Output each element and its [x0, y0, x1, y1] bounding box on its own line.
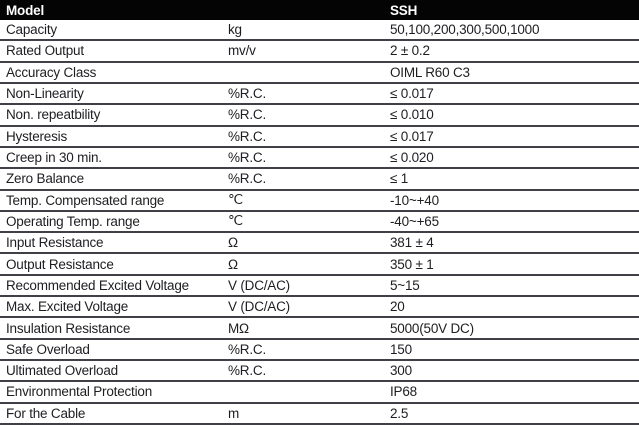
spec-label: Creep in 30 min. — [6, 150, 102, 166]
spec-unit: %R.C. — [228, 341, 267, 357]
table-row — [0, 318, 639, 339]
header-model-value: SSH — [390, 2, 418, 18]
spec-value: -10~+40 — [390, 192, 439, 208]
spec-label: Non-Linearity — [6, 86, 84, 102]
spec-unit: m — [228, 405, 240, 421]
spec-unit: %R.C. — [228, 171, 267, 187]
spec-label: Input Resistance — [6, 235, 104, 251]
spec-label: Temp. Compensated range — [6, 192, 165, 208]
table-row — [0, 191, 639, 212]
table-row — [0, 361, 639, 382]
table-row — [0, 276, 639, 297]
spec-label: Accuracy Class — [6, 64, 97, 80]
table-body — [0, 20, 639, 425]
table-row — [0, 382, 639, 403]
table-row — [0, 84, 639, 105]
table-row — [0, 212, 639, 233]
spec-value: OIML R60 C3 — [390, 64, 470, 80]
spec-unit: %R.C. — [228, 128, 267, 144]
spec-label: Zero Balance — [6, 171, 84, 187]
spec-value: ≤ 0.020 — [390, 150, 434, 166]
spec-value: 2.5 — [390, 405, 409, 421]
spec-value: -40~+65 — [390, 213, 439, 229]
table-row — [0, 297, 639, 318]
table-row — [0, 20, 639, 41]
spec-unit: mv/v — [228, 43, 256, 59]
spec-label: Recommended Excited Voltage — [6, 277, 189, 293]
spec-value: ≤ 0.010 — [390, 107, 434, 123]
spec-value: 20 — [390, 299, 405, 315]
table-header-row — [0, 0, 639, 20]
spec-label: Environmental Protection — [6, 384, 153, 400]
spec-value: 5~15 — [390, 277, 420, 293]
spec-label: Operating Temp. range — [6, 213, 140, 229]
spec-value: 50,100,200,300,500,1000 — [390, 22, 540, 38]
spec-label: Output Resistance — [6, 256, 114, 272]
table-row — [0, 127, 639, 148]
spec-value: ≤ 0.017 — [390, 86, 434, 102]
spec-value: 150 — [390, 341, 412, 357]
table-row — [0, 233, 639, 254]
spec-label: Hysteresis — [6, 128, 68, 144]
spec-unit: MΩ — [228, 320, 249, 336]
spec-label: Insulation Resistance — [6, 320, 131, 336]
spec-unit: Ω — [228, 235, 238, 251]
spec-label: For the Cable — [6, 405, 86, 421]
spec-value: 381 ± 4 — [390, 235, 434, 251]
spec-unit: %R.C. — [228, 107, 267, 123]
spec-unit: ℃ — [228, 192, 243, 208]
spec-value: ≤ 1 — [390, 171, 409, 187]
table-row — [0, 148, 639, 169]
spec-value: 5000(50V DC) — [390, 320, 474, 336]
spec-label: Max. Excited Voltage — [6, 299, 129, 315]
header-model-label: Model — [6, 2, 44, 18]
spec-label: Safe Overload — [6, 341, 90, 357]
table-row — [0, 254, 639, 275]
table-row — [0, 63, 639, 84]
spec-label: Non. repeatbility — [6, 107, 101, 123]
table-row — [0, 105, 639, 126]
spec-unit: %R.C. — [228, 150, 267, 166]
table-row — [0, 404, 639, 425]
spec-unit: %R.C. — [228, 86, 267, 102]
spec-unit: Ω — [228, 256, 238, 272]
spec-label: Capacity — [6, 22, 57, 38]
spec-label: Rated Output — [6, 43, 84, 59]
spec-value: 350 ± 1 — [390, 256, 434, 272]
table-row — [0, 169, 639, 190]
spec-unit: kg — [228, 22, 242, 38]
spec-label: Ultimated Overload — [6, 363, 118, 379]
spec-value: 2 ± 0.2 — [390, 43, 430, 59]
spec-value: IP68 — [390, 384, 417, 400]
spec-unit: V (DC/AC) — [228, 299, 290, 315]
spec-value: ≤ 0.017 — [390, 128, 434, 144]
table-row — [0, 41, 639, 62]
spec-unit: V (DC/AC) — [228, 277, 290, 293]
table-row — [0, 340, 639, 361]
spec-value: 300 — [390, 363, 412, 379]
spec-unit: %R.C. — [228, 363, 267, 379]
spec-unit: ℃ — [228, 213, 243, 229]
